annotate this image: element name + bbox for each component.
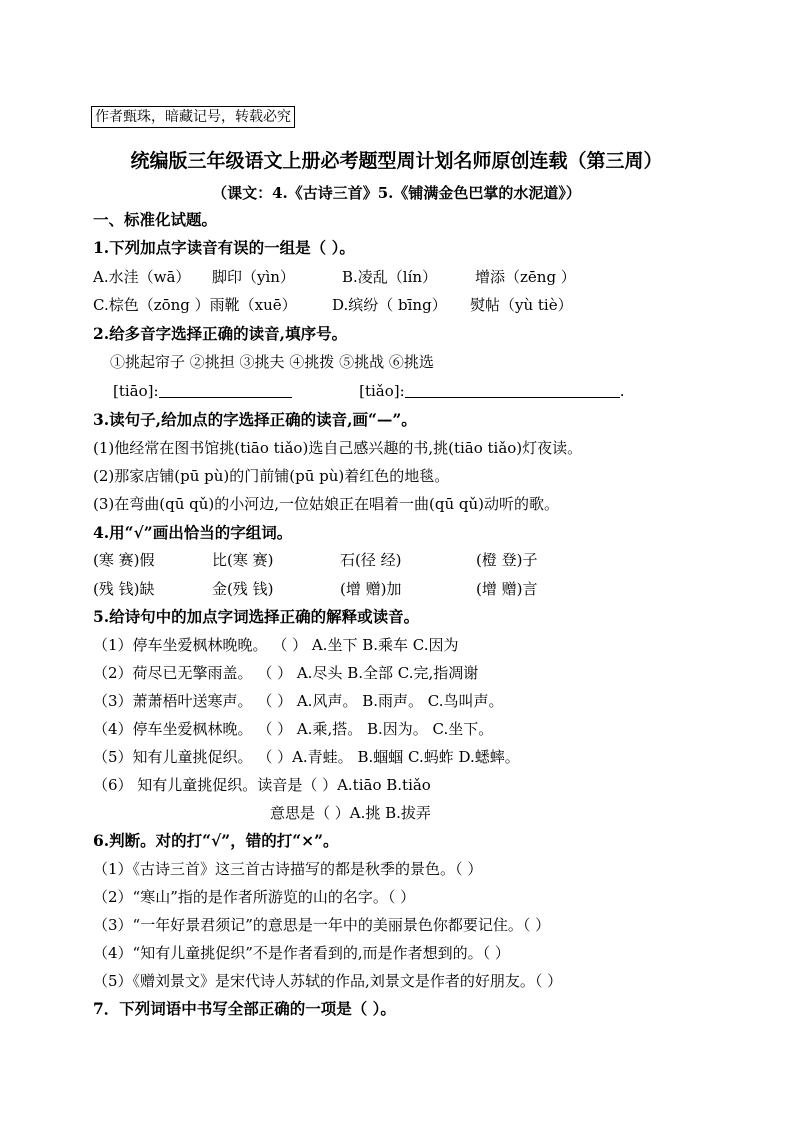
q5-item-6-meaning: 意思是（ ）A.挑 B.拔弄 — [270, 804, 431, 822]
question-4-stem: 4.用“√”画出恰当的字组词。 — [93, 523, 293, 542]
q2-options: ①挑起帘子 ②挑担 ③挑夫 ④挑拨 ⑤挑战 ⑥挑选 — [110, 353, 434, 371]
q4-word-7: (增 赠)加 — [340, 580, 402, 598]
question-2-stem: 2.给多音字选择正确的读音,填序号。 — [93, 324, 348, 343]
question-7-stem: 7．下列词语中书写全部正确的一项是（ ）。 — [93, 999, 396, 1018]
q1-option-b1: B.凌乱（lín） — [342, 268, 438, 286]
q2-blank-1[interactable] — [159, 381, 292, 398]
page-subtitle: （课文：4.《古诗三首》5.《铺满金色巴掌的水泥道》） — [212, 184, 581, 202]
question-3-stem: 3.读句子,给加点的字选择正确的读音,画“—”。 — [93, 410, 417, 429]
author-stamp: 作者甄珠，暗藏记号，转载必究 — [91, 106, 295, 128]
q6-item-3: （3）“一年好景君须记”的意思是一年中的美丽景色你都要记住。（ ） — [93, 916, 551, 934]
q3-item-1: (1)他经常在图书馆挑(tiāo tiǎo)选自己感兴趣的书,挑(tiāo tiǎo)灯夜读。 — [93, 439, 583, 457]
q1-option-c: C.棕色（zōng ）雨靴（xuē） — [93, 296, 297, 314]
q5-item-5: （5）知有儿童挑促织。 （ ）A.青蛙。 B.蝈蝈 C.蚂蚱 D.蟋蟀。 — [93, 748, 520, 766]
section-heading: 一、标准化试题。 — [93, 210, 218, 229]
q4-word-8: (增 赠)言 — [476, 580, 538, 598]
q5-item-6: （6） 知有儿童挑促织。读音是（ ）A.tiāo B.tiǎo — [93, 776, 431, 794]
page-title: 统编版三年级语文上册必考题型周计划名师原创连载（第三周） — [130, 150, 663, 172]
q1-option-d2: 熨帖（yù tiè） — [470, 296, 573, 314]
q2-end-mark: . — [619, 382, 625, 400]
q6-item-1: （1）《古诗三首》这三首古诗描写的都是秋季的景色。（ ） — [93, 860, 483, 878]
q3-item-3: (3)在弯曲(qū qǔ)的小河边,一位姑娘正在唱着一曲(qū qǔ)动听的歌。 — [93, 495, 560, 513]
q6-item-2: （2）“寒山”指的是作者所游览的山的名字。（ ） — [93, 888, 416, 906]
q5-item-1: （1）停车坐爱枫林晚晚。 （ ） A.坐下 B.乘车 C.因为 — [93, 636, 459, 654]
q1-option-a2: 脚印（yìn） — [212, 268, 295, 286]
q4-word-6: 金(残 钱) — [212, 580, 274, 598]
q2-blank-2[interactable] — [405, 381, 620, 398]
q3-item-2: (2)那家店铺(pū pù)的门前铺(pū pù)着红色的地毯。 — [93, 467, 450, 485]
q4-word-5: (残 钱)缺 — [93, 580, 155, 598]
question-5-stem: 5.给诗句中的加点字词选择正确的解释或读音。 — [93, 607, 420, 626]
q2-pinyin-2: [tiǎo]: — [359, 382, 405, 400]
q4-word-1: (寒 赛)假 — [93, 551, 155, 569]
q1-option-a1: A.水洼（wā） — [93, 268, 191, 286]
q5-item-2: （2）荷尽已无擎雨盖。 （ ） A.尽头 B.全部 C.完,指凋谢 — [93, 664, 479, 682]
q6-item-5: （5）《赠刘景文》是宋代诗人苏轼的作品,刘景文是作者的好朋友。（ ） — [93, 972, 563, 990]
q4-word-2: 比(寒 赛) — [212, 551, 274, 569]
q5-item-4: （4）停车坐爱枫林晚。 （ ） A.乘,搭。 B.因为。 C.坐下。 — [93, 720, 494, 738]
q2-answer-row — [113, 380, 624, 402]
q2-pinyin-1: [tiāo]: — [113, 382, 159, 400]
question-6-stem: 6.判断。对的打“√”，错的打“×”。 — [93, 831, 339, 850]
q1-option-b2: 增添（zēng ） — [475, 268, 576, 286]
q4-word-4: (橙 登)子 — [476, 551, 538, 569]
question-1-stem: 1.下列加点字读音有误的一组是（ ）。 — [93, 238, 355, 257]
q4-word-3: 石(径 经) — [340, 551, 402, 569]
q5-item-3: （3）萧萧梧叶送寒声。 （ ） A.风声。 B.雨声。 C.鸟叫声。 — [93, 692, 504, 710]
q6-item-4: （4）“知有儿童挑促织”不是作者看到的,而是作者想到的。（ ） — [93, 944, 510, 962]
q1-option-d1: D.缤纷（ bīng） — [332, 296, 447, 314]
